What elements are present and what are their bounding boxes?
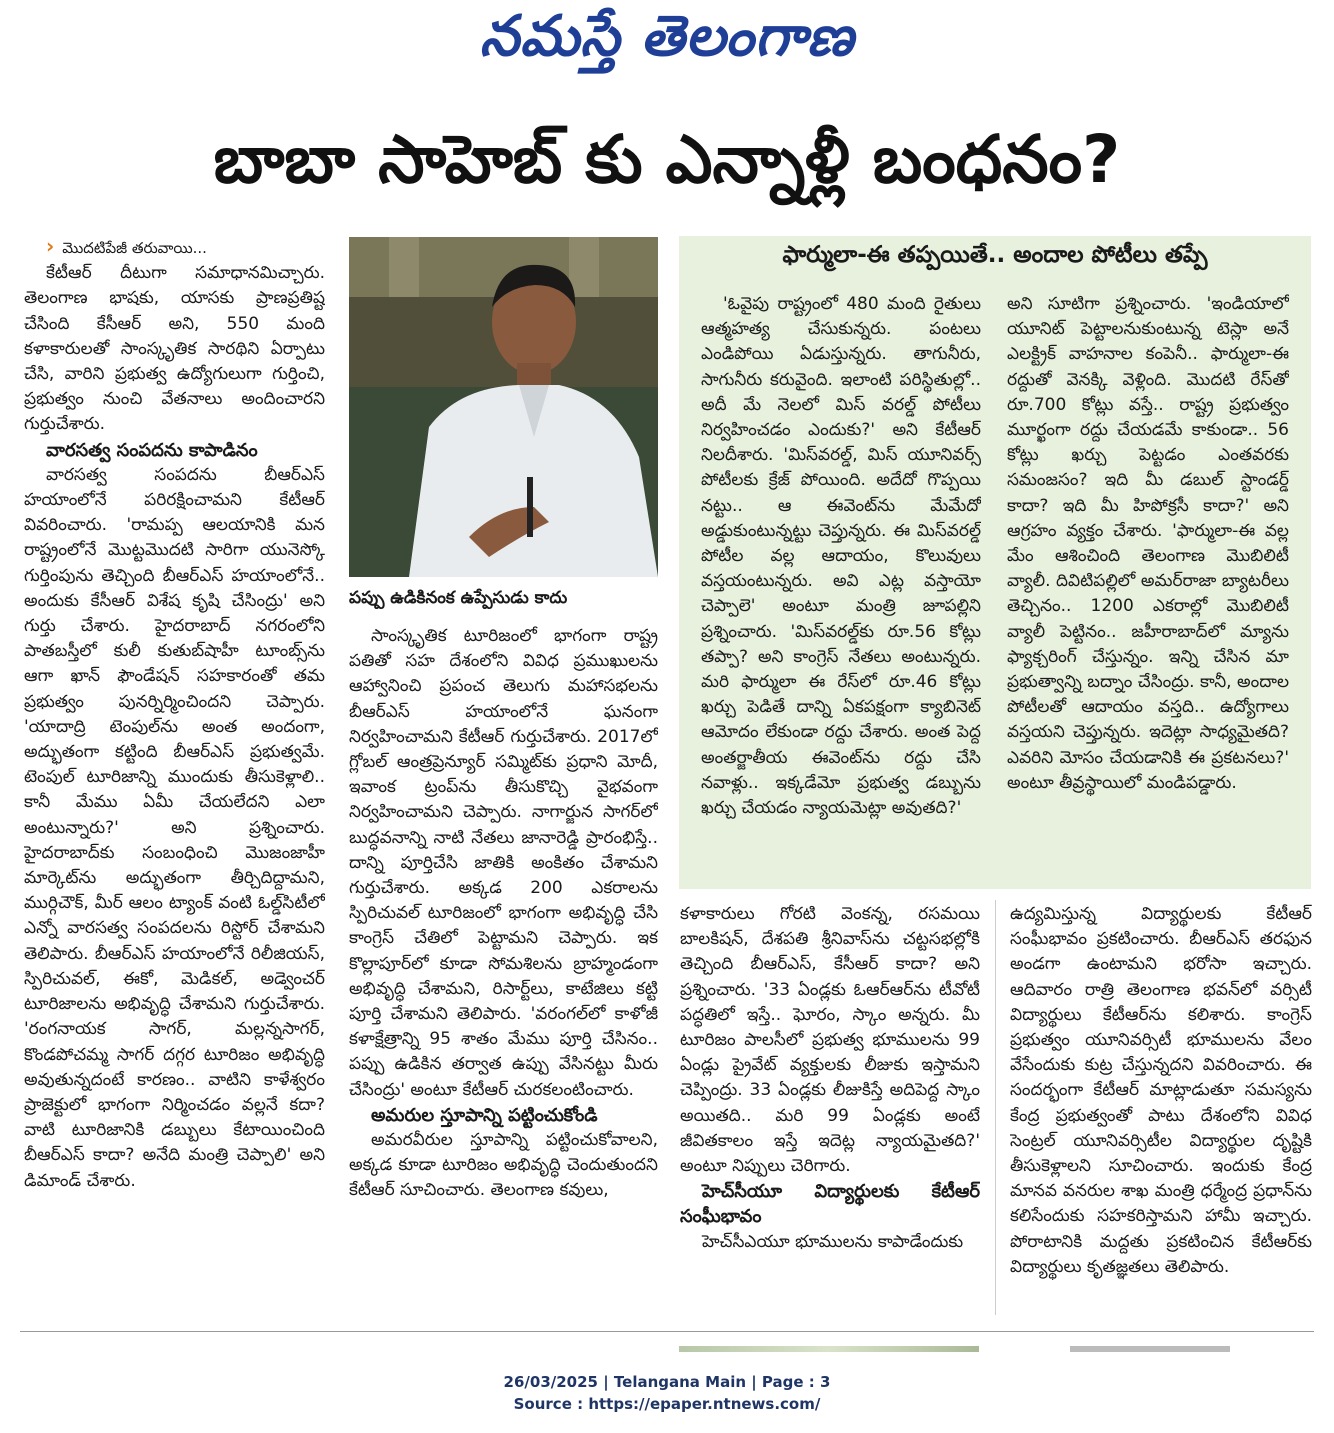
paragraph: ఉద్యమిస్తున్న విద్యార్థులకు కేటీఆర్ సంఘీభావం ప్రకటించారు. బీఆర్ఎస్ తరఫున అండగా ఉంటామని భరోసా ఇచ్చారు. ఆదివారం రాత్రి తెలంగాణ భవన్‌లో వర్సిటీ విద్యార్థులు కేటీఆర్‌ను కలిశారు. కాంగ్రెస్ ప్రభుత్వం యూనివర్సిటీ భూములను వేలం వేసేందుకు కుట్ర చేస్తున్నదని వివరించారు. ఈ సందర్భంగా కేటీఆర్ మాట్లాడుతూ సమస్యను కేంద్ర ప్రభుత్వంతో పాటు దేశంలోని వివిధ సెంట్రల్ యూనివర్సిటీల విద్యార్థుల దృష్టికి తీసుకెళ్లాలని సూచించారు. ఇందుకు కేంద్ర మానవ వనరుల శాఖ మంత్రి ధర్మేంద్ర ప్రధాన్‌ను కలిసేందుకు సహకరిస్తామని హామీ ఇచ్చారు. పోరాటానికి మద్దతు ప్రకటించిన కేటీఆర్‌కు విద్యార్థులు కృతజ్ఞతలు తెలిపారు.: [1010, 904, 1312, 1277]
column-divider: [995, 900, 996, 1315]
sidebar-box: [679, 236, 1311, 889]
subheading: అమరుల స్తూపాన్ని పట్టించుకోండి: [371, 1104, 598, 1126]
paragraph: 'ఓవైపు రాష్ట్రంలో 480 మంది రైతులు ఆత్మహత్య చేసుకున్నరు. పంటలు ఎండిపోయి ఏడుస్తున్నరు. తాగునీరు, సాగునీరు కరువైంది. ఇలాంటి పరిస్థితుల్లో.. అదీ మే నెలలో మిస్ వరల్డ్ పోటీలు నిర్వహించడం ఎందుకు?' అని కేటీఆర్ నిలదీశారు. 'మిస్‌వరల్డ్, మిస్ యూనివర్స్ పోటీలకు క్రేజ్ పోయింది. అదేదో గొప్పయి నట్టు.. ఆ ఈవెంట్‌ను మేమేదో అడ్డుకుంటున్నట్టు చెప్తున్నరు. ఈ మిస్‌వరల్డ్ పోటీల వల్ల ఆదాయం, కొలువులు వస్తయంటున్నరు. అవి ఎట్ల వస్తాయో చెప్పాలె' అంటూ మంత్రి జూపల్లిని ప్రశ్నించారు. 'మిస్‌వరల్డ్‌కు రూ.56 కోట్లు తప్పా? అని కాంగ్రెస్ నేతలు అంటున్నరు. మరి ఫార్ములా ఈ రేస్‌లో రూ.46 కోట్లు ఖర్చు పెడితే దాన్ని ఏకపక్షంగా క్యాబినెట్ ఆమోదం లేకుండా రద్దు చేశారు. అంత పెద్ద అంతర్జాతీయ ఈవెంట్‌ను రద్దు చేసి నవాళ్లు.. ఇక్కడేమో ప్రభుత్వ డబ్బును ఖర్చు చేయడం న్యాయమెట్లా అవుతది?': [701, 294, 981, 819]
page-footer: [0, 1371, 1334, 1415]
photo-illustration: [349, 237, 658, 577]
box-title: ఫార్ములా-ఈ తప్పయితే.. అందాల పోటీలు తప్పే: [782, 242, 1208, 268]
masthead-title: నమస్తే తెలంగాణ: [479, 4, 855, 69]
masthead: [0, 4, 1334, 82]
paragraph: అమరవీరుల స్తూపాన్ని పట్టించుకోవాలని, అక్కడ కూడా టూరిజం అభివృద్ధి చెందుతుందని కేటీఆర్ సూచించారు. తెలంగాణ కవులు,: [349, 1130, 658, 1201]
box-column-left: [701, 292, 981, 877]
paragraph: వారసత్వ సంపదను బీఆర్ఎస్ హయాంలోనే పరిరక్షించామని కేటీఆర్ వివరించారు. 'రామప్ప ఆలయానికి మన రాష్ట్రంలోనే మొట్టమొదటి సారిగా యునెస్కో గుర్తింపును తెచ్చింది బీఆర్ఎస్ హయాంలోనే.. అందుకు కేసీఆర్ విశేష కృషి చేసింద్రు' అని గుర్తు చేశారు. హైదరాబాద్ నగరంలోని పాతబస్తీలో కులీ కుతుబ్‌షాహీ టూంబ్స్‌ను ఆగా ఖాన్ ఫౌండేషన్ సహకారంతో తమ ప్రభుత్వం పునర్నిర్మించిందని చెప్పారు. 'యాదాద్రి టెంపుల్‌ను అంత అందంగా, అద్భుతంగా కట్టింది బీఆర్ఎస్ ప్రభుత్వమే. టెంపుల్ టూరిజాన్ని ముందుకు తీసుకెళ్లాలి.. కానీ మేము ఏమీ చేయలేదని ఎలా అంటున్నారు?' అని ప్రశ్నించారు. హైదరాబాద్‌కు సంబంధించి మొజంజాహీ మార్కెట్‌ను అద్భుతంగా తీర్చిదిద్దామని, ముర్గిచౌక్, మీర్ ఆలం ట్యాంక్ వంటి ఓల్డ్‌సిటీలో ఎన్నో వారసత్వ సంపదలను రిస్టోర్ చేశామని తెలిపారు. బీఆర్ఎస్ హయాంలోనే రిలీజియస్, స్పిరిచువల్, ఈకో, మెడికల్, అడ్వెంచర్ టూరిజాలను అభివృద్ధి చేశామని గుర్తుచేశారు. 'రంగనాయక సాగర్, మల్లన్నసాగర్, కొండపోచమ్మ సాగర్ దగ్గర టూరిజం అభివృద్ధి అవుతున్నదంటే కారణం.. వాటిని కాళేశ్వరం ప్రాజెక్టులో భాగంగా నిర్మించడం వల్లనే కదా? వాటి టూరిజానికి డబ్బులు కేటాయించింది బీఆర్ఎస్ కాదా? అనేది మంత్రి చెప్పాలి' అని డిమాండ్ చేశారు.: [24, 464, 325, 1191]
paragraph: అని సూటిగా ప్రశ్నించారు. 'ఇండియాలో యూనిట్ పెట్టాలనుకుంటున్న టెస్లా అనే ఎలక్ట్రిక్ వాహనాల కంపెనీ.. ఫార్ములా-ఈ రద్దుతో వెనక్కి వెళ్లింది. మొదటి రేస్‌తో రూ.700 కోట్లు వస్తే.. రాష్ట్ర ప్రభుత్వం మూర్ఖంగా రద్దు చేయడమే కాకుండా.. 56 కోట్లు ఖర్చు పెట్టడం ఎంతవరకు సమంజసం? ఇది మీ డబుల్ స్టాండర్డ్ కాదా? ఇది మీ హిపోక్రసీ కాదా?' అని ఆగ్రహం వ్యక్తం చేశారు. 'ఫార్ములా-ఈ వల్ల మేం ఆశించింది తెలంగాణ మొబిలిటీ వ్యాలీ. దివిటిపల్లిలో అమర్‌రాజా బ్యాటరీలు తెచ్చినం.. 1200 ఎకరాల్లో మొబిలిటీ వ్యాలీ పెట్టినం.. జహీరాబాద్‌లో మ్యాను ఫ్యాక్చరింగ్ చేస్తున్నం. ఇన్ని చేసిన మా ప్రభుత్వాన్ని బద్నాం చేసింద్రు. కానీ, అందాల పోటీలతో ఆదాయం వస్తది.. ఉద్యోగాలు వస్తయని చెప్తున్నరు. ఇదెట్లా సాధ్యమైతది? ఎవరిని మోసం చేయడానికి ఈ ప్రకటనలు?' అంటూ తీవ్రస్థాయిలో మండిపడ్డారు.: [1007, 294, 1289, 793]
chevron-right-icon: ›: [46, 234, 55, 258]
paragraph: హెచ్‌సీఎయూ భూములను కాపాడేందుకు: [702, 1231, 964, 1252]
continuation-label: మొదటిపేజీ తరువాయి...: [62, 239, 207, 257]
continuation-note: [24, 234, 325, 261]
article-column-1: [24, 234, 325, 1319]
headline: బాబా సాహెబ్ కు ఎన్నాళ్లీ బంధనం?: [213, 121, 1121, 198]
box-column-right: [1007, 292, 1289, 877]
article-column-4: [1010, 902, 1312, 1318]
next-article-text-strip: [1070, 1346, 1230, 1352]
politician-photo: [349, 237, 658, 577]
paragraph: కేటీఆర్ దీటుగా సమాధానమిచ్చారు. తెలంగాణ భాషకు, యాసకు ప్రాణప్రతిష్ట చేసింది కేసీఆర్ అని, 550 మంది కళాకారులతో సాంస్కృతిక సారథిని ఏర్పాటు చేసి, వారిని ప్రభుత్వ ఉద్యోగులుగా గుర్తించి, ప్రభుత్వం నుంచి వేతనాలు అందించారని గుర్తుచేశారు.: [24, 263, 325, 435]
article-column-2: [349, 624, 658, 1318]
paragraph: కళాకారులు గోరటి వెంకన్న, రసమయి బాలకిషన్, దేశపతి శ్రీనివాస్‌ను చట్టసభల్లోకి తెచ్చింది బీఆర్ఎస్, కేసీఆర్ కాదా? అని ప్రశ్నించారు. '33 ఏండ్లకు ఓఆర్ఆర్‌ను టీవోటీ పద్ధతిలో ఇస్తే.. ఘోరం, స్కాం అన్నరు. మీ టూరిజం పాలసీలో ప్రభుత్వ భూములను 99 ఏండ్లు ప్రైవేట్ వ్యక్తులకు లీజుకు ఇస్తామని చెప్పింద్రు. 33 ఏండ్లకు లీజుకిస్తే అదిపెద్ద స్కాం అయితది.. మరి 99 ఏండ్లకు అంటే జీవితకాలం ఇస్తే ఇదెట్ల న్యాయమైతది?' అంటూ నిప్పులు చెరిగారు.: [680, 904, 980, 1177]
paragraph: సాంస్కృతిక టూరిజంలో భాగంగా రాష్ట్ర పతితో సహ దేశంలోని వివిధ ప్రముఖులను ఆహ్వానించి ప్రపంచ తెలుగు మహాసభలను బీఆర్ఎస్ హయాంలోనే ఘనంగా నిర్వహించామని కేటీఆర్ గుర్తుచేశారు. 2017లో గ్లోబల్ ఆంత్రప్రెన్యూర్ సమ్మిట్‌కు ప్రధాని మోదీ, ఇవాంక ట్రంప్‌ను తీసుకొచ్చి వైభవంగా నిర్వహించామని చెప్పారు. నాగార్జున సాగర్‌లో బుద్ధవనాన్ని నాటి నేతలు జానారెడ్డి ప్రారంభిస్తే.. దాన్ని పూర్తిచేసి జాతికి అంకితం చేశామని గుర్తుచేశారు. అక్కడ 200 ఎకరాలను స్పిరిచువల్ టూరిజంలో భాగంగా అభివృద్ధి చేసి కాంగ్రెస్ చేతిలో పెట్టామని చెప్పారు. ఇక కొల్లాపూర్‌లో కూడా సోమశిలను బ్రాహ్మండంగా అభివృద్ధి చేశామని, రిసార్ట్‌లు, కాటేజిలు కట్టి పూర్తి చేశామని తెలిపారు. 'వరంగల్‌లో కాళోజీ కళాక్షేత్రాన్ని 95 శాతం మేము పూర్తి చేసినం.. పప్పు ఉడికిన తర్వాత ఉప్పు వేసినట్టు మీరు చేసింద్రు' అంటూ కేటీఆర్ చురకలంటించారు.: [349, 626, 658, 1100]
subheading: హెచ్‌సీయూ విద్యార్థులకు కేటీఆర్ సంఘీభావం: [680, 1181, 980, 1228]
article-column-3: [680, 902, 980, 1318]
subheading: వారసత్వ సంపదను కాపాడినం: [46, 439, 258, 461]
footer-date-line: 26/03/2025 | Telangana Main | Page : 3: [503, 1373, 831, 1391]
page-bottom-rule: [20, 1331, 1314, 1332]
next-article-strip: [679, 1346, 979, 1352]
footer-source-link[interactable]: Source : https://epaper.ntnews.com/: [513, 1395, 821, 1413]
photo-caption: పప్పు ఉడికినంక ఉప్పేసుడు కాదు: [349, 588, 568, 608]
